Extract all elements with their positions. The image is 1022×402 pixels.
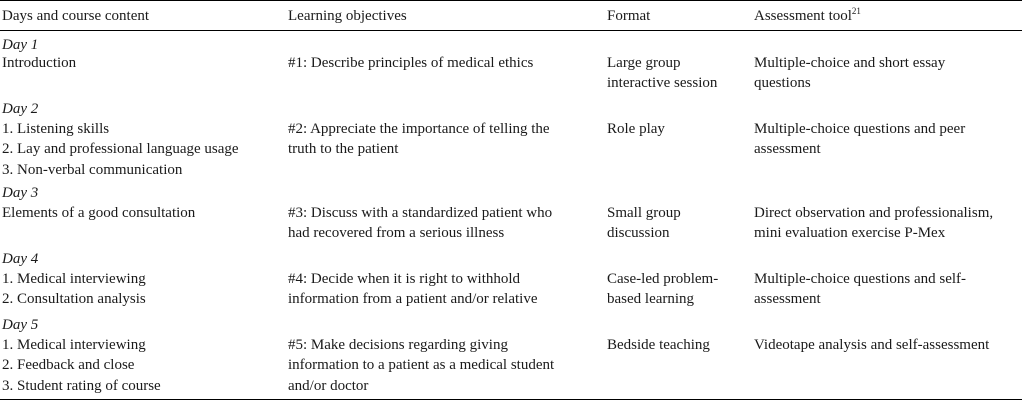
assessment-tool: Multiple-choice questions and peer xyxy=(754,121,966,137)
day-label: Day 3 xyxy=(2,185,39,201)
format: Bedside teaching xyxy=(607,337,710,353)
assessment-tool: questions xyxy=(754,75,811,91)
assessment-tool: Multiple-choice and short essay xyxy=(754,55,946,71)
learning-objective: #1: Describe principles of medical ethics xyxy=(288,55,534,71)
course-content: 2. Lay and professional language usage xyxy=(2,141,239,157)
format: Large group xyxy=(607,55,681,71)
learning-objective: truth to the patient xyxy=(288,141,399,157)
learning-objective: information from a patient and/or relative xyxy=(288,291,538,307)
footnote-ref: 21 xyxy=(851,6,861,16)
assessment-tool: Videotape analysis and self-assessment xyxy=(754,337,990,353)
assessment-tool: mini evaluation exercise P-Mex xyxy=(754,225,946,241)
course-content: 1. Medical interviewing xyxy=(2,271,146,287)
table-top-rule xyxy=(0,0,1022,1)
format: Case-led problem- xyxy=(607,271,719,287)
format: interactive session xyxy=(607,75,718,91)
course-content: Introduction xyxy=(2,55,77,71)
day-label: Day 5 xyxy=(2,317,39,333)
header-learning-objectives: Learning objectives xyxy=(288,8,407,24)
day-label: Day 1 xyxy=(2,37,39,53)
course-content: 3. Student rating of course xyxy=(2,378,161,394)
course-content: 3. Non-verbal communication xyxy=(2,162,183,178)
day-label: Day 4 xyxy=(2,251,39,267)
assessment-tool: assessment xyxy=(754,291,821,307)
format: Role play xyxy=(607,121,665,137)
learning-objective: #5: Make decisions regarding giving xyxy=(288,337,508,353)
assessment-tool: Multiple-choice questions and self- xyxy=(754,271,967,287)
format: based learning xyxy=(607,291,695,307)
course-content: 2. Consultation analysis xyxy=(2,291,146,307)
learning-objective: #2: Appreciate the importance of telling the xyxy=(288,121,550,137)
header-assessment-label: Assessment tool xyxy=(754,8,852,24)
header-format: Format xyxy=(607,8,651,24)
learning-objective: #3: Discuss with a standardized patient who xyxy=(288,205,553,221)
course-content: 1. Medical interviewing xyxy=(2,337,146,353)
format: discussion xyxy=(607,225,670,241)
table-header-rule xyxy=(0,30,1022,31)
table-bottom-rule xyxy=(0,399,1022,400)
day-label: Day 2 xyxy=(2,101,39,117)
course-content: Elements of a good consultation xyxy=(2,205,196,221)
course-content: 2. Feedback and close xyxy=(2,357,135,373)
header-assessment-tool xyxy=(754,6,861,26)
assessment-tool: assessment xyxy=(754,141,821,157)
learning-objective: #4: Decide when it is right to withhold xyxy=(288,271,521,287)
learning-objective: and/or doctor xyxy=(288,378,369,394)
format: Small group xyxy=(607,205,681,221)
assessment-tool: Direct observation and professionalism, xyxy=(754,205,994,221)
header-days-content: Days and course content xyxy=(2,8,150,24)
learning-objective: had recovered from a serious illness xyxy=(288,225,505,241)
course-content: 1. Listening skills xyxy=(2,121,110,137)
learning-objective: information to a patient as a medical student xyxy=(288,357,555,373)
